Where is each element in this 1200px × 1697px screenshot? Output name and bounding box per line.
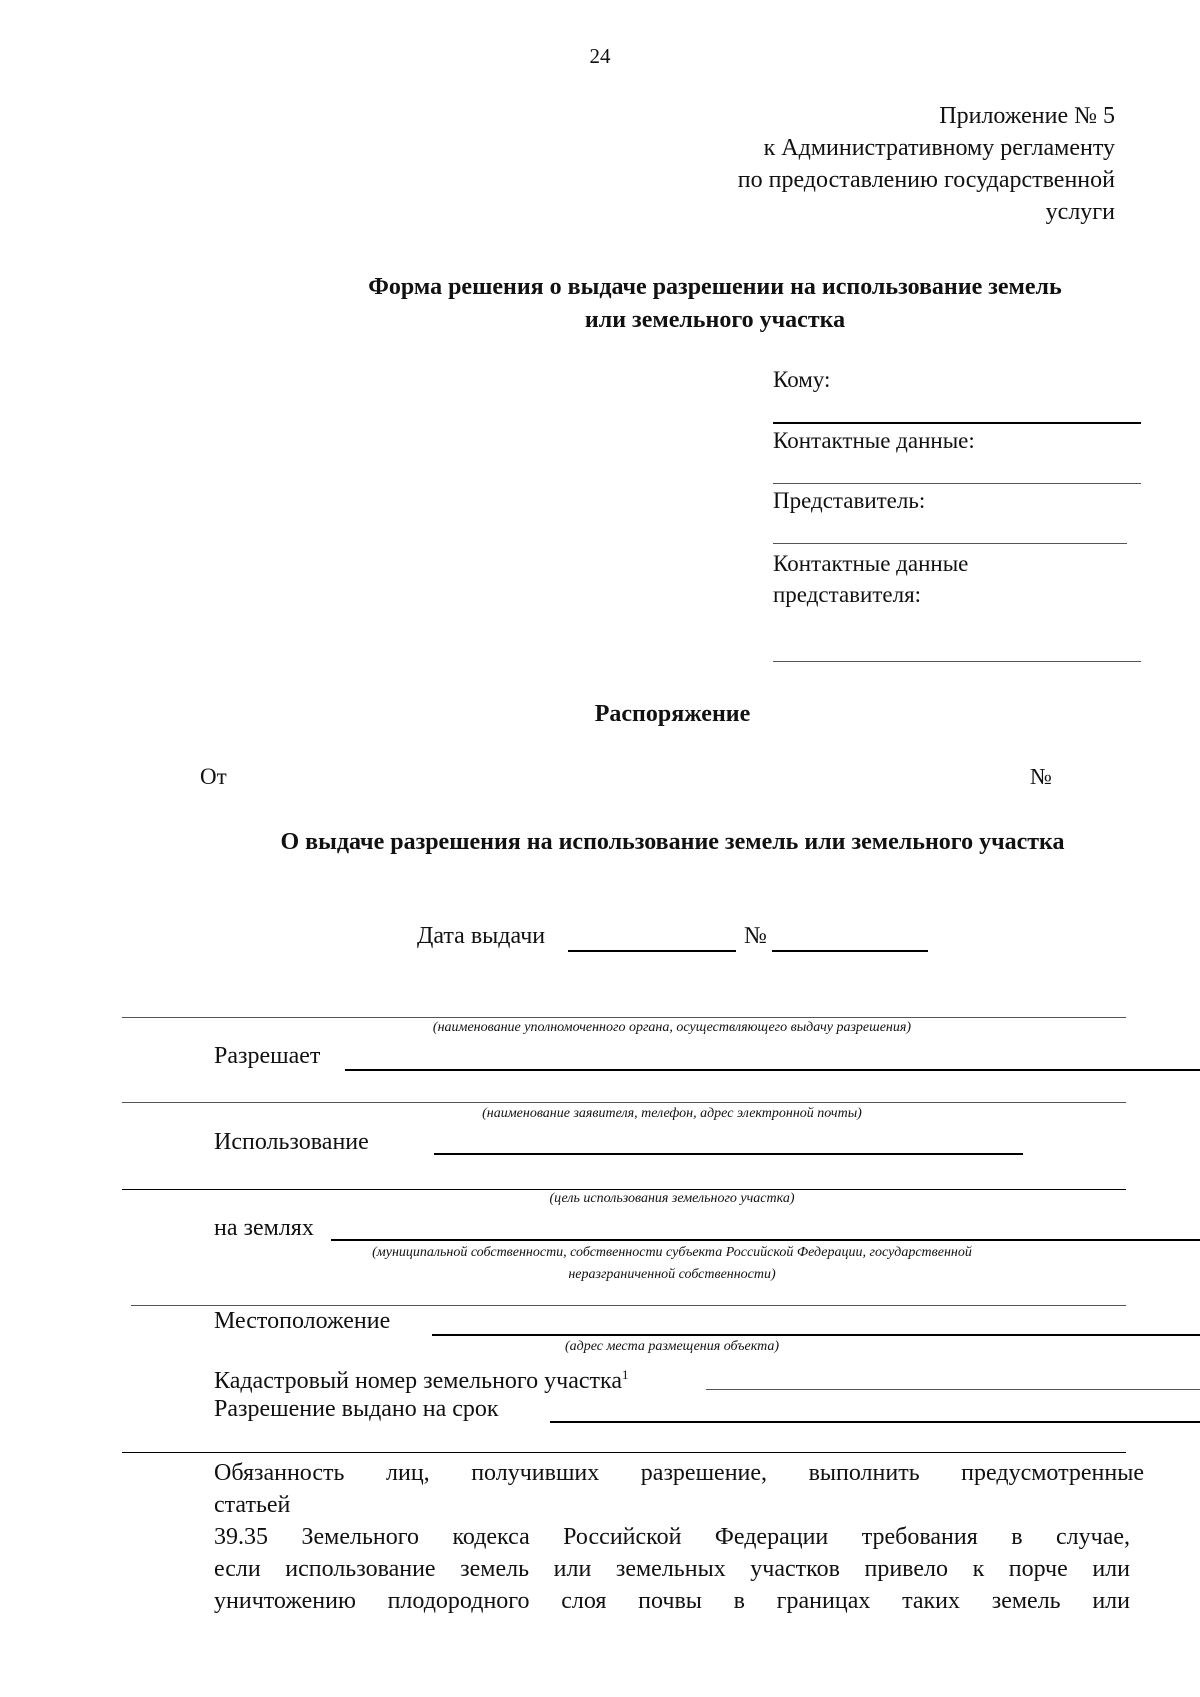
- obligation-line-4: если использование земель или земельных участков привело к порче или: [214, 1556, 1130, 1582]
- caption-address: (адрес места размещения объекта): [564, 1339, 780, 1354]
- allows-label: Разрешает: [214, 1043, 321, 1069]
- representative-label: Представитель:: [773, 488, 926, 513]
- appendix-header: [738, 100, 1115, 228]
- rep-contacts-line-2: представителя:: [773, 582, 922, 607]
- caption-ownership-1: (муниципальной собственности, собственности субъекта Российской Федерации, государственной: [372, 1245, 972, 1260]
- term-label: Разрешение выдано на срок: [214, 1396, 499, 1422]
- location-line[interactable]: [432, 1334, 1200, 1336]
- recipient-contacts-label: Контактные данные:: [773, 428, 975, 453]
- use-label: Использование: [214, 1129, 369, 1155]
- rep-contacts-line-1: Контактные данные: [773, 551, 969, 576]
- form-title: [290, 271, 1140, 337]
- obligation-line-5: уничтожению плодородного слоя почвы в границах таких земель или: [214, 1588, 1130, 1614]
- cadastral-footnote: 1: [621, 1367, 629, 1382]
- subject-title: О выдаче разрешения на использование земель или земельного участка: [280, 829, 1065, 855]
- term-line[interactable]: [550, 1421, 1200, 1423]
- caption-ownership-2: неразграниченной собственности): [568, 1267, 776, 1282]
- order-title: Распоряжение: [594, 701, 751, 727]
- appendix-line-4: услуги: [1045, 199, 1115, 225]
- cadastral-label-text: Кадастровый номер земельного участка: [214, 1368, 622, 1394]
- issue-number-line[interactable]: [772, 950, 928, 952]
- cadastral-line[interactable]: [706, 1389, 1200, 1390]
- issue-date-label: Дата выдачи: [417, 923, 546, 949]
- recipient-contacts-line[interactable]: [773, 483, 1141, 484]
- allows-line[interactable]: [345, 1069, 1200, 1071]
- caption-applicant: (наименование заявителя, телефон, адрес электронной почты): [482, 1106, 862, 1121]
- rep-contacts-label: [773, 548, 968, 610]
- authority-line[interactable]: [122, 1017, 1126, 1018]
- caption-purpose: (цель использования земельного участка): [549, 1191, 795, 1206]
- from-label: От: [200, 764, 227, 789]
- term-extra-line[interactable]: [122, 1452, 1126, 1453]
- issue-number-label: №: [744, 923, 767, 949]
- appendix-line-1: Приложение № 5: [939, 103, 1115, 129]
- use-line[interactable]: [434, 1153, 1023, 1155]
- lands-line[interactable]: [331, 1239, 1200, 1241]
- appendix-line-2: к Административному регламенту: [763, 135, 1115, 161]
- obligation-line-1: Обязанность лиц, получивших разрешение, выполнить предусмотренные: [214, 1460, 1144, 1486]
- obligation-line-2: статьей: [214, 1492, 291, 1518]
- obligation-line-3: 39.35 Земельного кодекса Российской Федерации требования в случае,: [214, 1524, 1130, 1550]
- applicant-line[interactable]: [122, 1102, 1126, 1103]
- appendix-line-3: по предоставлению государственной: [737, 167, 1115, 193]
- issue-date-line[interactable]: [568, 950, 736, 952]
- caption-authority: (наименование уполномоченного органа, осуществляющего выдачу разрешения): [432, 1020, 912, 1035]
- location-label: Местоположение: [214, 1308, 391, 1334]
- form-title-line-1: Форма решения о выдаче разрешении на использование земель: [368, 274, 1062, 300]
- cadastral-label: [214, 1359, 628, 1397]
- order-number-label: №: [1030, 764, 1052, 789]
- page-number: 24: [589, 44, 611, 68]
- recipient-to-label: Кому:: [773, 367, 831, 392]
- representative-line[interactable]: [773, 543, 1127, 544]
- obligation-paragraph: [214, 1457, 1144, 1617]
- form-title-line-2: или земельного участка: [584, 307, 846, 333]
- lands-label: на землях: [214, 1215, 314, 1241]
- recipient-to-line[interactable]: [773, 422, 1141, 424]
- rep-contacts-line[interactable]: [773, 661, 1141, 662]
